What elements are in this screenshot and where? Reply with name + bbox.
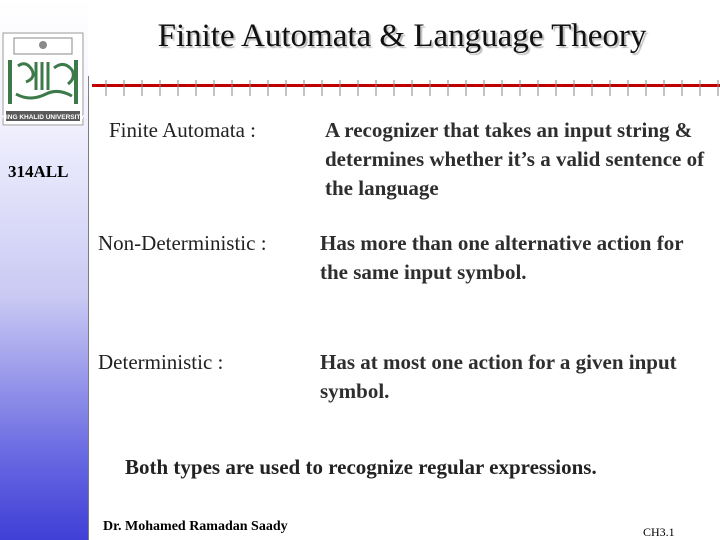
summary-note: Both types are used to recognize regular expressions. (125, 455, 597, 479)
slide-title: Finite Automata & Language Theory (157, 18, 647, 54)
term-deterministic: Deterministic : (98, 350, 224, 374)
ruler-ticks (88, 77, 720, 97)
university-logo (2, 32, 84, 126)
university-logo-graphic (2, 32, 84, 126)
vertical-divider-line (88, 76, 89, 540)
author-name: Dr. Mohamed Ramadan Saady (103, 519, 288, 534)
logo-caption: KING KHALID UNIVERSITY (2, 114, 84, 121)
course-code: 314ALL (8, 162, 69, 181)
term-finite-automata: Finite Automata : (109, 118, 256, 142)
slide-number: CH3.1 (643, 525, 675, 539)
definition-deterministic: Has at most one action for a given input symbol. (320, 350, 677, 403)
term-non-deterministic: Non-Deterministic : (98, 231, 267, 255)
definition-non-deterministic: Has more than one alternative action for the same input symbol. (320, 231, 684, 284)
definition-finite-automata: A recognizer that takes an input string & determines whether it’s a valid sentence of the language (325, 118, 705, 200)
